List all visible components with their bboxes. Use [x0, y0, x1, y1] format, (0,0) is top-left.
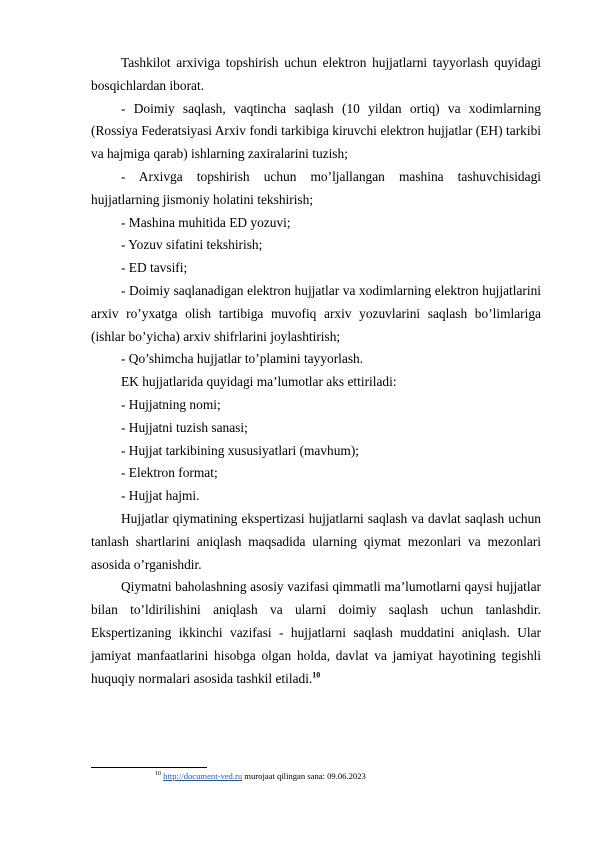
list-item: - ED tavsifi; [121, 260, 188, 276]
list-item: - Yozuv sifatini tekshirish; [121, 237, 263, 253]
intro-paragraph: Tashkilot arxiviga topshirish uchun elektron hujjatlarni tayyorlash quyidagi bosqichlardan iborat. [91, 55, 541, 93]
footnote-reference: 10 [312, 670, 321, 680]
footnote-number: 10 [155, 771, 161, 778]
list-item: - Hujjatning nomi; [121, 396, 221, 412]
footnote-separator [91, 767, 207, 768]
footnote [155, 771, 366, 782]
paragraph: Hujjatlar qiymatining ekspertizasi hujjatlarni saqlash va davlat saqlash uchun tanlash shartlarini aniqlash maqsadida ularning qiymat mezonlari va mezonlari asosida o’rganishdir. [91, 510, 541, 572]
list-item: - Doimiy saqlash, vaqtincha saqlash (10 yildan ortiq) va xodimlarning (Rossiya Federatsiyasi Arxiv fondi tarkibiga kiruvchi elektron hujjatlar (EH) tarkibi va hajmiga qarab) ishlarning zaxiralarini tuzish; [91, 100, 541, 162]
list-item: - Qo’shimcha hujjatlar to’plamini tayyorlash. [121, 351, 364, 367]
list-item: - Elektron format; [121, 465, 218, 481]
paragraph: EK hujjatlarida quyidagi ma’lumotlar aks ettiriladi: [121, 374, 397, 390]
body-text [91, 52, 541, 690]
closing-paragraph-text: Qiymatni baholashning asosiy vazifasi qimmatli ma’lumotlarni qaysi hujjatlar bilan to’ldirilishini aniqlash va ularni doimiy saqlash uchun tanlashdir. Ekspertizaning ikkinchi vazifasi - hujjatlarni saqlash muddatini aniqlash. Ular jamiyat manfaatlarini hisobga olgan holda, davlat va jamiyat hayotining tegishli huquqiy normalari asosida tashkil etiladi. [91, 579, 541, 686]
list-item: - Mashina muhitida ED yozuvi; [121, 214, 291, 230]
footnote-link[interactable]: http://document-ved.ru [163, 771, 243, 781]
list-item: - Arxivga topshirish uchun mo’ljallangan mashina tashuvchisidagi hujjatlarning jismoniy holatini tekshirish; [91, 168, 541, 207]
list-item: - Hujjat tarkibining xususiyatlari (mavhum); [121, 442, 360, 458]
list-item: - Hujjatni tuzish sanasi; [121, 419, 248, 435]
closing-paragraph [91, 576, 541, 690]
list-item: - Hujjat hajmi. [121, 488, 200, 504]
footnote-text: murojaat qilingan sana: 09.06.2023 [242, 771, 366, 781]
list-item: - Doimiy saqlanadigan elektron hujjatlar va xodimlarning elektron hujjatlarini arxiv ro’yxatga olish tartibiga muvofiq arxiv yozuvlarini saqlash bo’limlariga (ishlar bo’yicha) arxiv shifrlarini joylashtirish; [91, 282, 541, 344]
